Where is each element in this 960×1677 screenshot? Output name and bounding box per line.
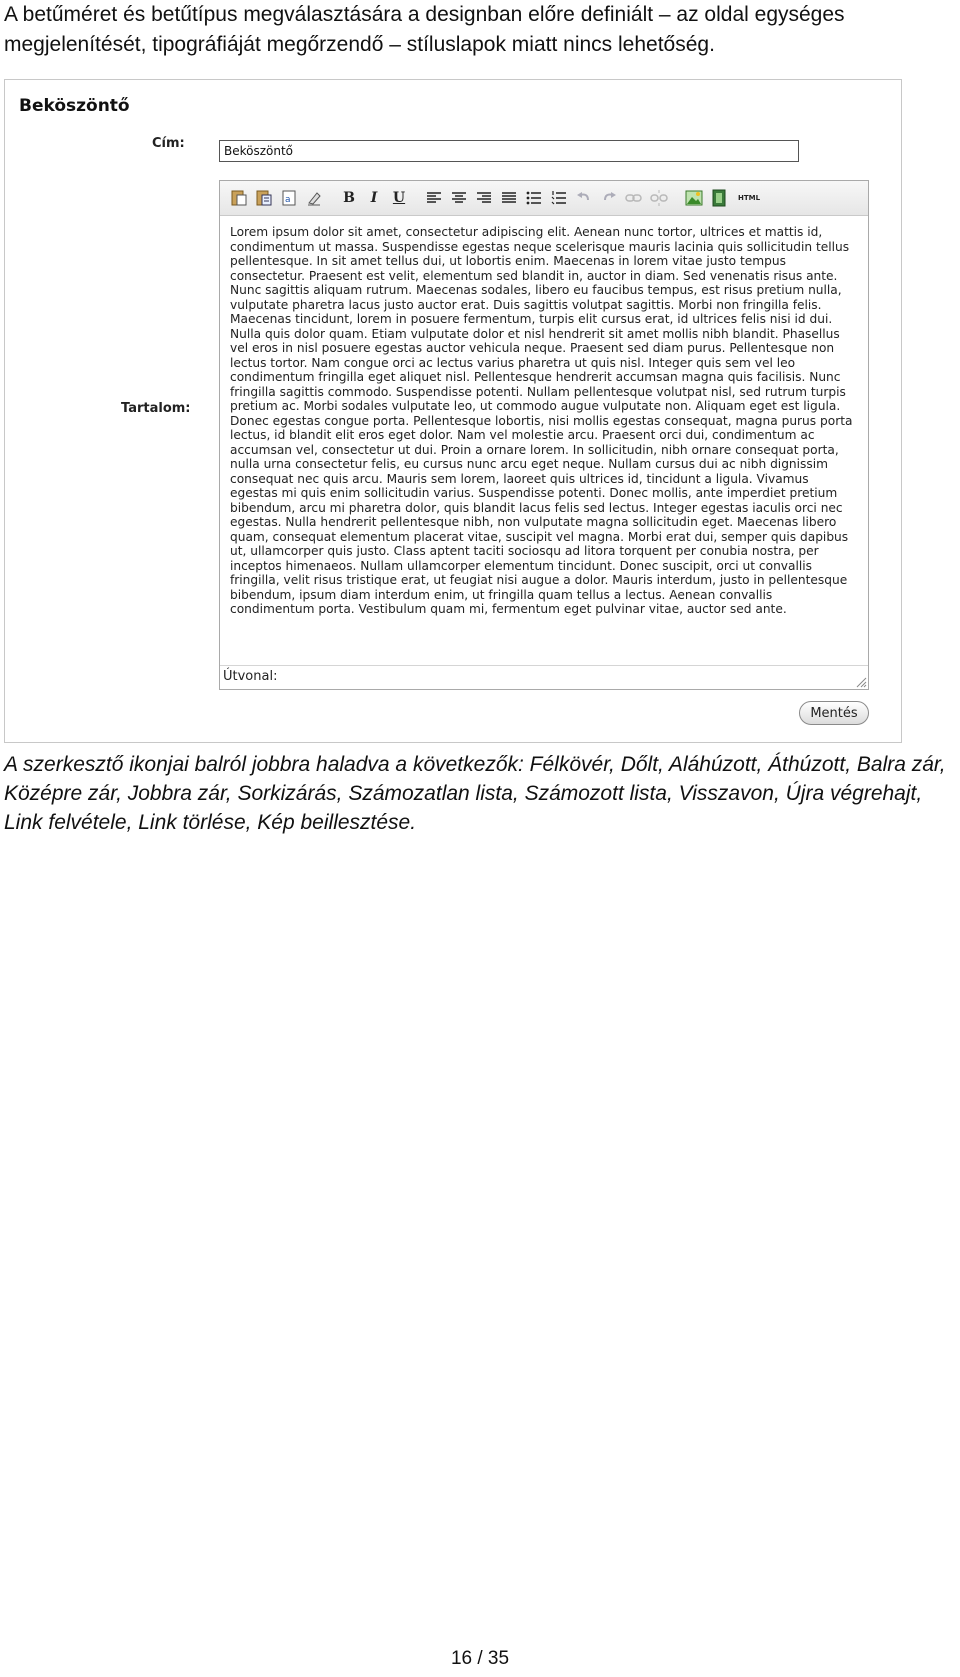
bold-icon[interactable]: B	[343, 190, 355, 206]
intro-paragraph: A betűméret és betűtípus megválasztására a designban előre definiált – az oldal egységes megjelenítését, tipográfiáját megőrzendő – stíluslapok miatt nincs lehetőség.	[4, 3, 845, 56]
italic-icon[interactable]: I	[370, 190, 378, 206]
resize-handle-icon[interactable]	[855, 676, 867, 688]
undo-icon[interactable]	[573, 187, 595, 209]
numbered-list-icon[interactable]	[548, 187, 570, 209]
window-title: Beköszöntő	[19, 96, 130, 116]
svg-text:a: a	[285, 195, 291, 205]
path-bar	[220, 665, 868, 689]
redo-icon[interactable]	[598, 187, 620, 209]
editor-screenshot	[4, 79, 902, 743]
align-center-icon[interactable]	[448, 187, 470, 209]
align-right-icon[interactable]	[473, 187, 495, 209]
page-number: 16 / 35	[450, 1648, 510, 1669]
justify-icon[interactable]	[498, 187, 520, 209]
editor-toolbar	[220, 181, 868, 216]
save-button[interactable]: Mentés	[799, 701, 869, 725]
link-icon[interactable]	[623, 187, 645, 209]
rich-text-editor[interactable]	[219, 180, 869, 690]
caption-paragraph: A szerkesztő ikonjai balról jobbra haladva a következők: Félkövér, Dőlt, Aláhúzott, Áthúzott, Balra zár, Középre zár, Jobbra zár, Sorkizárás, Számozatlan lista, Számozott lista, Visszavon, Újra végrehajt, Link felvétele, Link törlése, Kép beillesztése.	[4, 753, 946, 834]
editor-content[interactable]: Lorem ipsum dolor sit amet, consectetur adipiscing elit. Aenean nunc tortor, ultrices et mattis id, condimentum ut massa. Suspendisse egestas neque scelerisque mauris lacinia quis sollicitudin tellus pellentesque. In sit amet tellus dui, ut lobortis enim. Maecenas in lorem vitae justo tempus consectetur. Praesent est velit, elementum sed blandit in, auctor in diam. Sed venenatis risus ante. Nunc sagittis aliquam rutrum. Maecenas sodales, libero eu faucibus tempus, est risus pretium nulla, vulputate pharetra lacus justo auctor erat. Duis sagittis volutpat sagittis. Morbi non fringilla felis. Maecenas tincidunt, lorem in posuere fermentum, turpis elit cursus erat, id ultrices felis nisi id dui. Nulla quis dolor quam. Etiam vulputate dolor et nisl hendrerit sit amet mollis nibh blandit. Phasellus vel eros in nisl posuere egestas auctor vehicula neque. Praesent sed diam purus. Pellentesque non lectus tortor. Nam congue orci ac lectus varius pharetra ut quis nisl. Integer quis sem vel leo condimentum fringilla eget aliquet nisl. Pellentesque hendrerit accumsan magna quis facilisis. Nunc fringilla sagittis commodo. Suspendisse potenti. Nullam pellentesque volutpat nisl, sed rutrum turpis pretium ac. Morbi sodales vulputate leo, ut commodo augue vulputate non. Aliquam eget est ligula. Donec egestas congue porta. Pellentesque lobortis, nisi mollis egestas consequat, magna purus porta lectus, id blandit elit eros eget dolor. Nam vel molestie arcu. Praesent orci dui, condimentum ac accumsan vel, consectetur ut dui. Proin a ornare lorem. In sollicitudin, nibh ornare consequat porta, nulla urna consectetur felis, eu cursus nunc arcu eget neque. Nullam cursus dui ac nibh dignissim consequat nec quis arcu. Mauris sem lorem, laoreet quis ultrices id, tincidunt a ligula. Vivamus egestas mi quis enim sollicitudin varius. Suspendisse potenti. Donec mollis, ante imperdiet pretium bibendum, arcu mi pharetra dolor, quis blandit lacus felis sed lectus. Integer egestas iaculis orci nec egestas. Nulla hendrerit pellentesque nibh, non vulputate magna sollicitudin eget. Maecenas libero quam, consequat elementum placerat vitae, suscipit vel magna. Morbi erat dui, semper quis dapibus ut, ullamcorper quis justo. Class aptent taciti sociosqu ad litora torquent per conubia nostra, per inceptos himenaeos. Nullam ullamcorper elementum tincidunt. Donec suscipit, orci ut convallis fringilla, velit risus tristique erat, ut feugiat nisi augue a dolor. Mauris interdum, justo in pellentesque bibendum, ipsum diam interdum enim, ut fringilla quam tellus a lectus. Aenean convallis condimentum porta. Vestibulum quam mi, fermentum eget pulvinar vitae, auctor sed ante.	[230, 225, 853, 616]
paste-icon[interactable]	[228, 187, 250, 209]
unlink-icon[interactable]	[648, 187, 670, 209]
align-left-icon[interactable]	[423, 187, 445, 209]
underline-icon[interactable]: U	[392, 190, 406, 206]
path-label: Útvonal:	[223, 669, 278, 684]
html-icon[interactable]: HTML	[737, 194, 761, 202]
title-input[interactable]: Beköszöntő	[219, 140, 799, 162]
image-icon[interactable]	[683, 187, 705, 209]
bullet-list-icon[interactable]	[523, 187, 545, 209]
content-label: Tartalom:	[121, 401, 191, 416]
cleanup-icon[interactable]	[303, 187, 325, 209]
paste-text-icon[interactable]	[253, 187, 275, 209]
paste-word-icon[interactable]	[278, 187, 300, 209]
title-label: Cím:	[152, 136, 185, 151]
media-icon[interactable]	[708, 187, 730, 209]
